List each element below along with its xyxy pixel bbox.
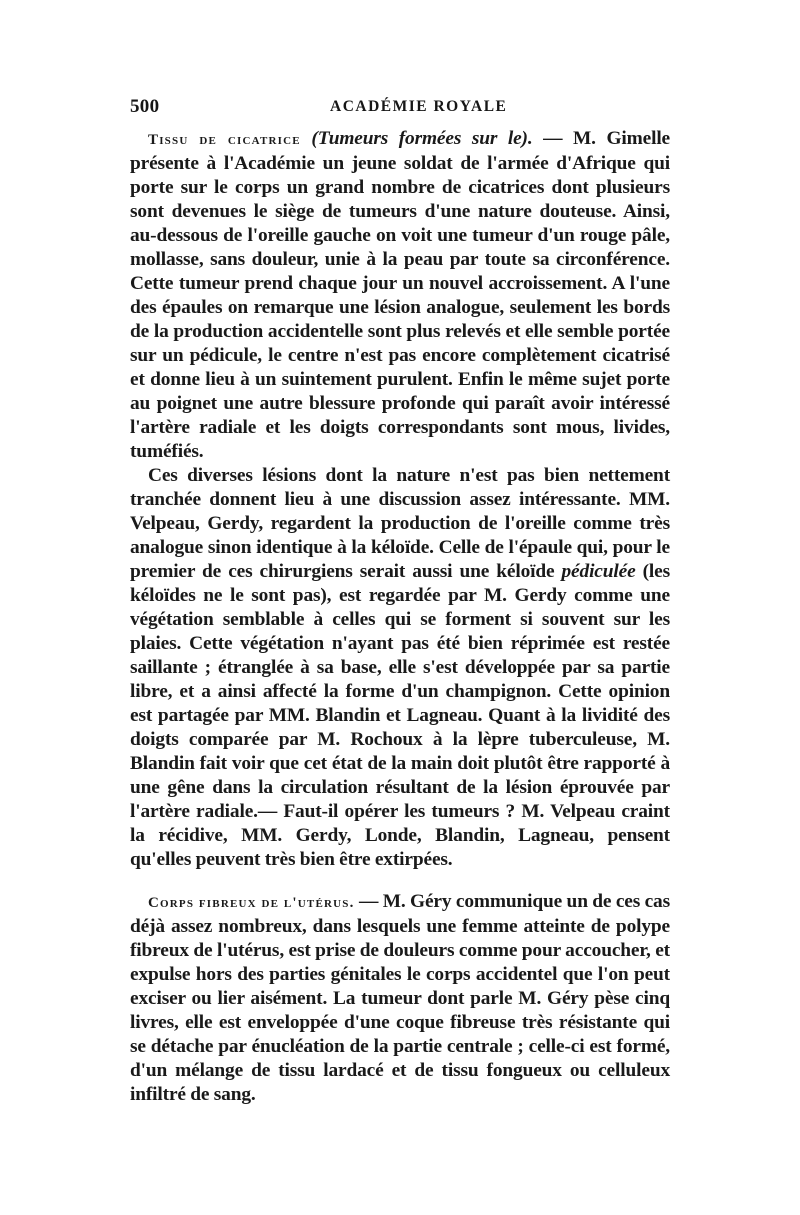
paragraph-corps-fibreux bbox=[130, 890, 670, 1107]
page-number: 500 bbox=[130, 96, 160, 117]
paragraph-text: — M. Gimelle présente à l'Académie un jeune soldat de l'armée d'Afrique qui porte sur le corps un grand nombre de cicatrices dont plusieurs sont devenues le siège de tumeurs d'une nature douteuse. Ainsi, au-dessous de l'oreille gauche on voit une tumeur d'un rouge pâle, mollasse, sans douleur, unie à la peau par toute sa circonférence. Cette tumeur prend chaque jour un nouvel accroissement. A l'une des épaules on remarque une lésion analogue, seulement les bords de la production accidentelle sont plus relevés et elle semble portée sur un pédicule, le centre n'est pas encore complètement cicatrisé et donne lieu à un suintement purulent. Enfin le même sujet porte au poignet une autre blessure profonde qui paraît avoir intéressé l'artère radiale et les doigts correspondants sont mous, livides, tuméfiés. bbox=[130, 128, 671, 462]
running-head bbox=[130, 96, 670, 122]
paragraph-tissu-de-cicatrice bbox=[130, 127, 670, 464]
section-heading-tissu-de-cicatrice: Tissu de cicatrice bbox=[148, 132, 301, 148]
paragraph-text: (les kéloïdes ne le sont pas), est regardée par M. Gerdy comme une végétation semblable à celles qui se forment si souvent sur les plaies. Cette végétation n'ayant pas été bien réprimée est restée saillante ; étranglée à sa base, elle s'est développée par sa partie libre, et a ainsi affecté la forme d'un champignon. Cette opinion est partagée par MM. Blandin et Lagneau. Quant à la lividité des doigts comparée par M. Rochoux à la lèpre tuberculeuse, M. Blandin fait voir que cet état de la main doit plutôt être rapporté à une gêne dans la circulation résultant de la lésion éprouvée par l'artère radiale.— Faut-il opérer les tumeurs ? M. Velpeau craint la récidive, MM. Gerdy, Londe, Blandin, Lagneau, pensent qu'elles peuvent très bien être extirpées. bbox=[130, 561, 670, 870]
section-heading-corps-fibreux: Corps fibreux de l'utérus. bbox=[148, 895, 355, 911]
section-divider bbox=[130, 872, 670, 890]
running-title: ACADÉMIE ROYALE bbox=[330, 98, 508, 115]
paragraph-text: — M. Géry communique un de ces cas déjà assez nombreux, dans lesquels une femme atteinte de polype fibreux de l'utérus, est prise de douleurs comme pour accoucher, et expulse hors des parties génitales le corps accidentel que l'on peut exciser ou lier aisément. La tumeur dont parle M. Géry pèse cinq livres, elle est enveloppée d'une coque fibreuse très résistante qui se détache par énucléation de la partie centrale ; celle-ci est formé, d'un mélange de tissu lardacé et de tissu fongueux ou celluleux infiltré de sang. bbox=[130, 891, 670, 1105]
paragraph-discussion bbox=[130, 464, 670, 872]
paragraph-text: Ces diverses lésions dont la nature n'est pas bien nettement tranchée donnent lieu à une discussion assez intéressante. MM. Velpeau, Gerdy, regardent la production de l'oreille comme très analogue sinon identique à la kéloïde. Celle de l'épaule qui, pour le premier de ces chirurgiens serait aussi une kéloïde bbox=[130, 465, 670, 582]
section-heading-italic: (Tumeurs formées sur le). bbox=[311, 128, 533, 149]
italic-term-pediculee: pédiculée bbox=[561, 561, 636, 582]
body-text bbox=[130, 127, 670, 1107]
